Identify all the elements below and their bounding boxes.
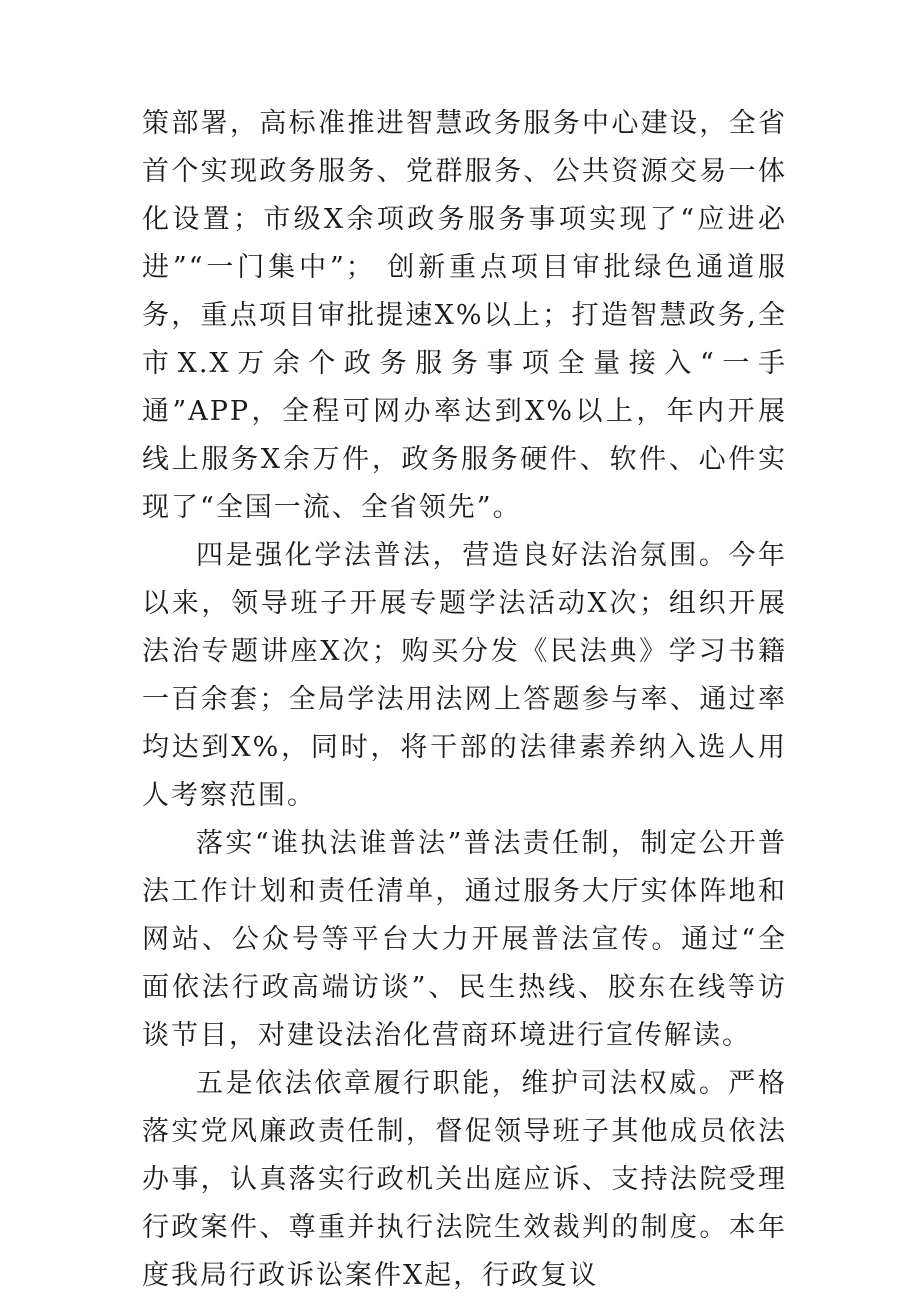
document-body [142,100,787,1300]
paragraph-law-publicity: 落实“谁执法谁普法”普法责任制，制定公开普法工作计划和责任清单，通过服务大厅实体阵地和网站、公众号等平台大力开展普法宣传。通过“全面依法行政高端访谈”、民生热线、胶东在线等访谈节目，对建设法治化营商环境进行宣传解读。 [142,828,787,1051]
paragraph-judicial-authority: 五是依法依章履行职能，维护司法权威。严格落实党风廉政责任制，督促领导班子其他成员依法办事，认真落实行政机关出庭应诉、支持法院受理行政案件、尊重并执行法院生效裁判的制度。本年度我局行政诉讼案件X起，行政复议 [142,1068,787,1291]
paragraph-smart-government: 策部署，高标准推进智慧政务服务中心建设，全省首个实现政务服务、党群服务、公共资源交易一体化设置；市级X余项政务服务事项实现了“应进必进”“一门集中”； 创新重点项目审批绿色通道服务，重点项目审批提速X%以上；打造智慧政务,全市X.X万余个政务服务事项全量接入“一手通”APP，全程可网办率达到X%以上，年内开展线上服务X余万件，政务服务硬件、软件、心件实现了“全国一流、全省领先”。 [142,108,787,523]
paragraph-law-study: 四是强化学法普法，营造良好法治氛围。今年以来，领导班子开展专题学法活动X次；组织开展法治专题讲座X次；购买分发《民法典》学习书籍一百余套；全局学法用法网上答题参与率、通过率均达到X%，同时，将干部的法律素养纳入选人用人考察范围。 [142,540,787,811]
